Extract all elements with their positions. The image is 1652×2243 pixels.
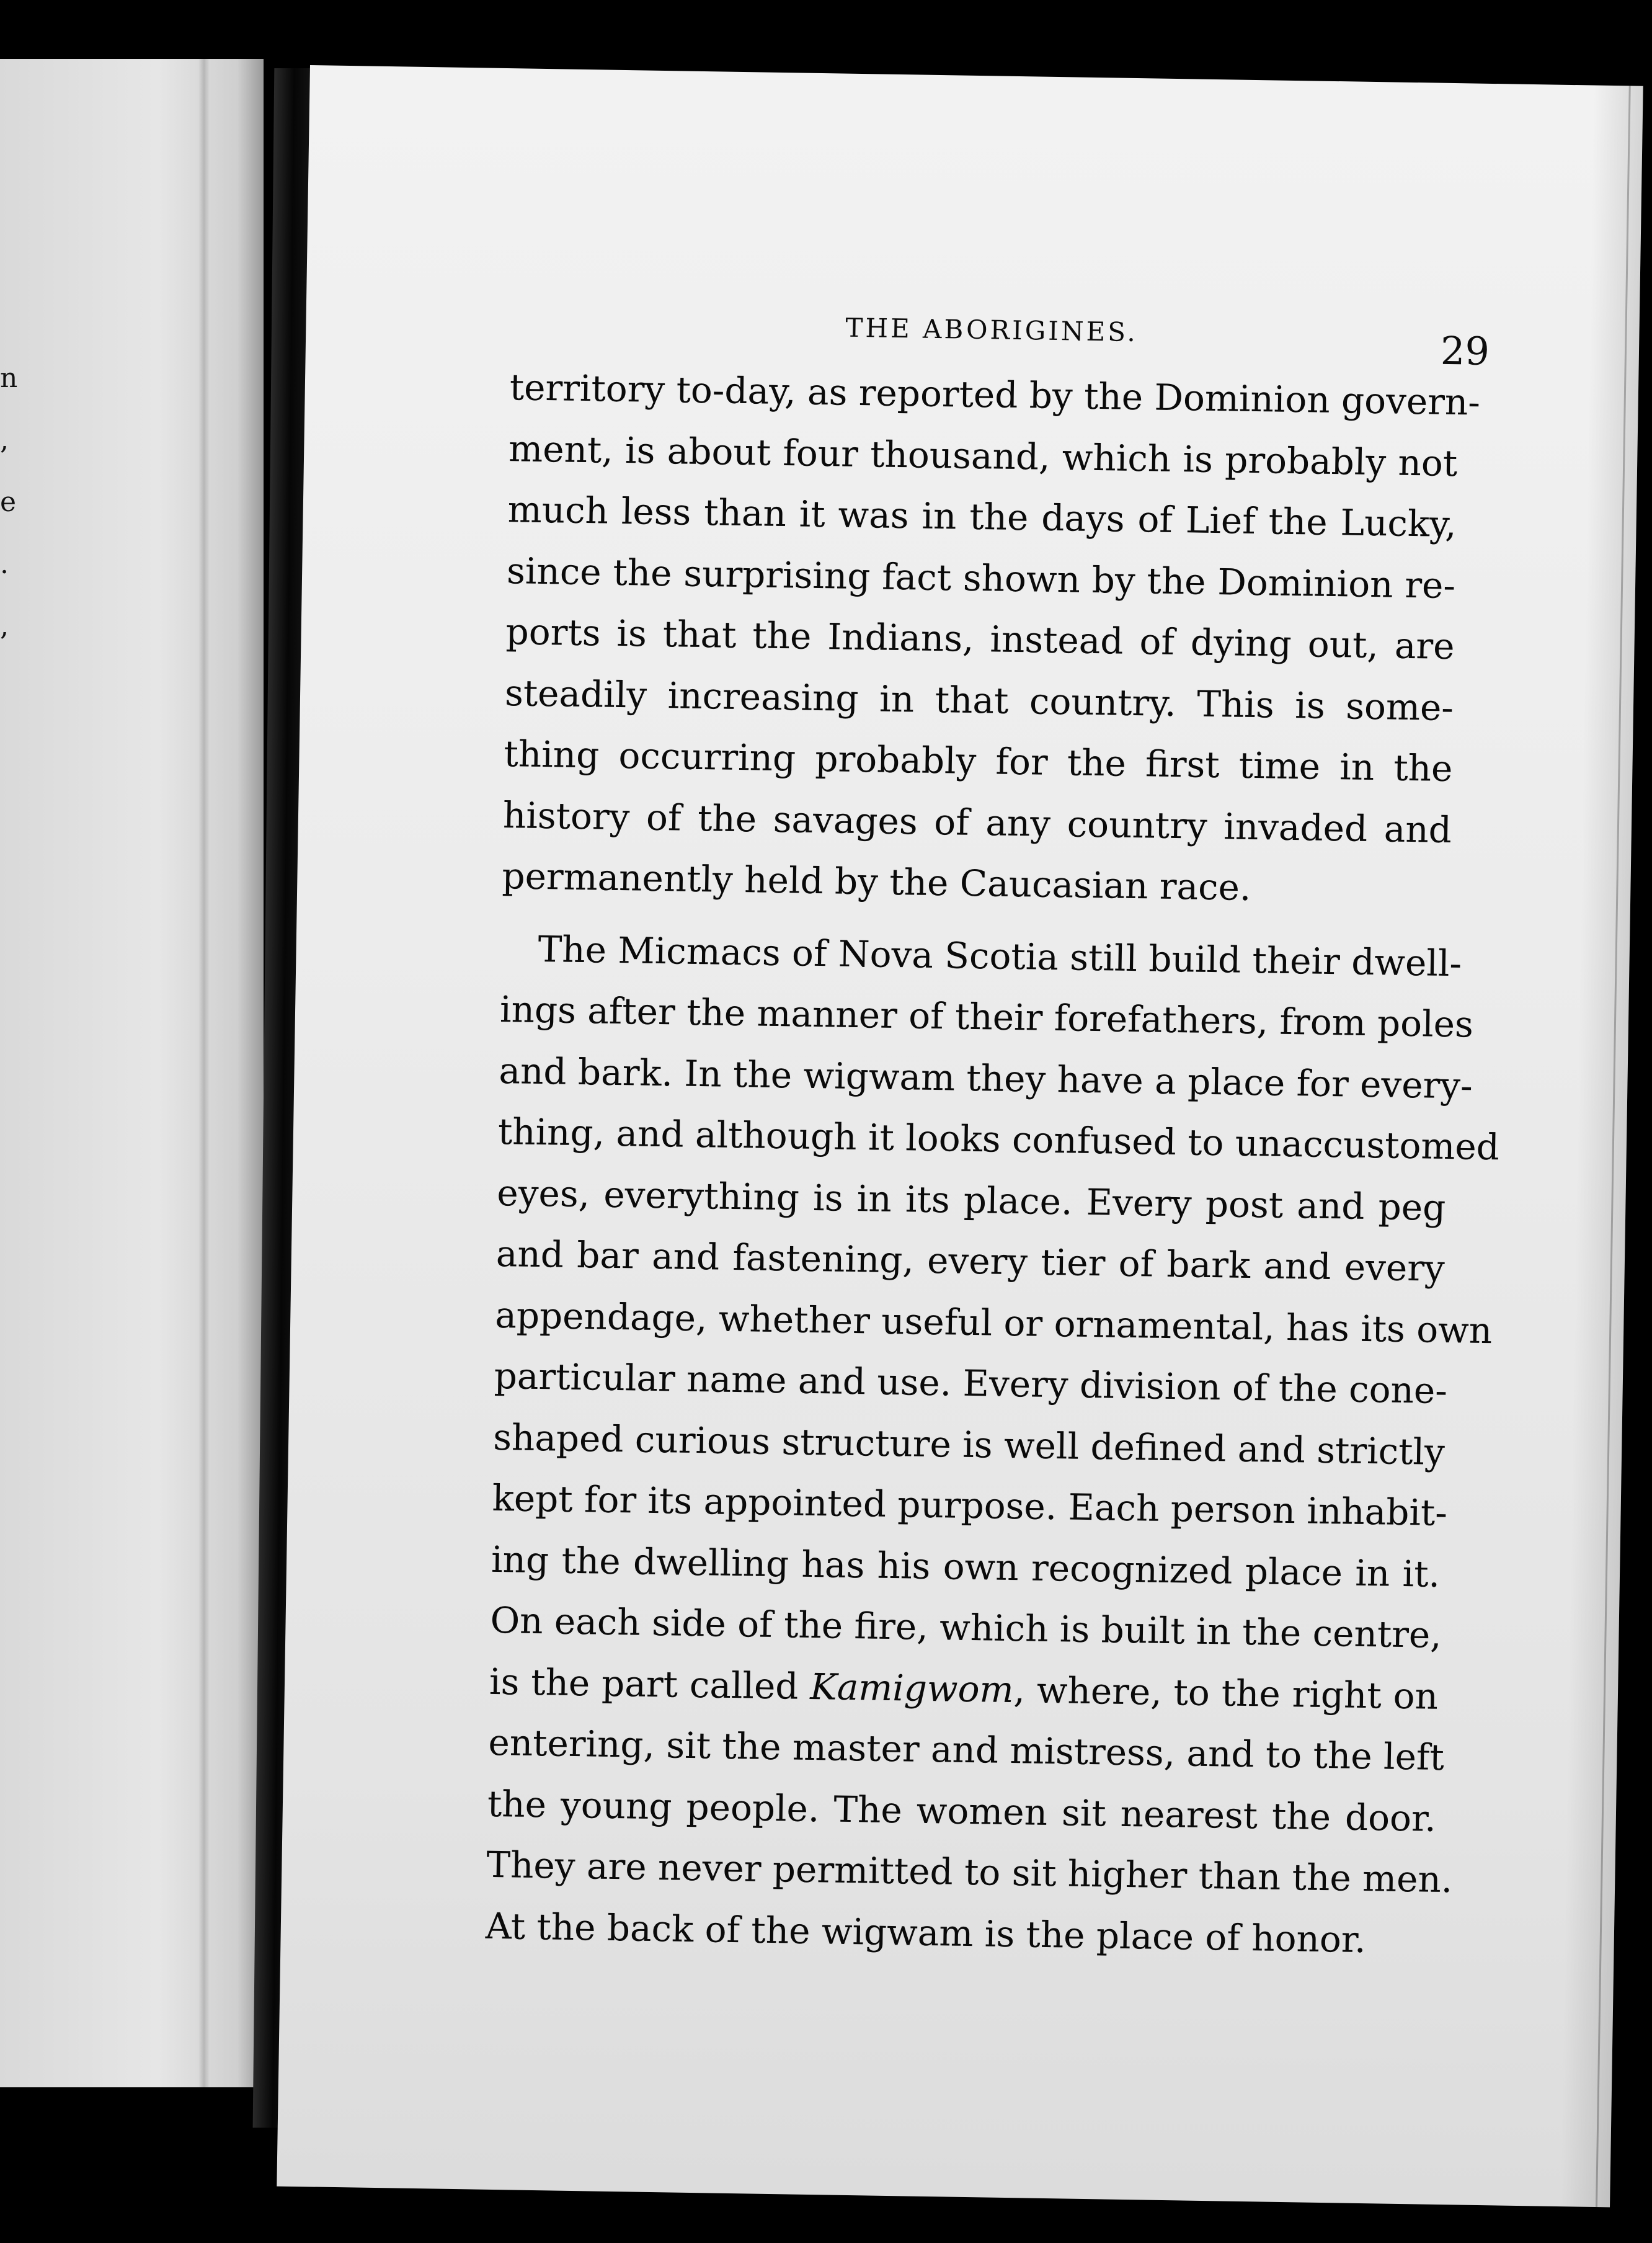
text-line: On each side of the fire, which is built in the centre,	[490, 1599, 1442, 1656]
text-line: particular name and use. Every division of the cone-	[494, 1354, 1448, 1412]
text-line: the young people. The women sit nearest the door.	[487, 1782, 1437, 1840]
cropped-char: e	[0, 486, 17, 518]
cropped-char: n	[0, 362, 18, 394]
text-line: At the back of the wigwam is the place of honor.	[485, 1904, 1367, 1961]
italic-term: Kamigwom	[809, 1665, 1015, 1711]
text-line: shaped curious structure is well defined and strictly	[492, 1416, 1446, 1473]
text-line: steadily increasing in that country. This is some-	[504, 671, 1454, 729]
text-line: and bark. In the wigwam they have a place for every-	[499, 1049, 1473, 1107]
text-line: and bar and fastening, every tier of bark and every	[495, 1232, 1446, 1290]
paragraph-1	[501, 357, 1481, 921]
text-line: since the surprising fact shown by the Dominion re-	[506, 549, 1456, 607]
text-line: They are never permitted to sit higher than the men.	[486, 1843, 1453, 1901]
text-line: permanently held by the Caucasian race.	[501, 855, 1251, 909]
text-line: ing the dwelling has his own recognized place in it.	[491, 1538, 1441, 1595]
text-line: eyes, everything is in its place. Every post and peg	[496, 1171, 1446, 1229]
text-line: kept for its appointed purpose. Each person inhabit-	[492, 1476, 1448, 1535]
text-line: much less than it was in the days of Lief the Lucky,	[507, 488, 1457, 546]
cropped-char: .	[0, 548, 9, 580]
text-line: ings after the manner of their forefathers, from poles	[499, 988, 1474, 1046]
text-line: thing, and although it looks confused to unaccustomed	[497, 1110, 1500, 1169]
left-page-edge	[198, 59, 210, 2087]
text-line: ment, is about four thousand, which is probably not	[508, 427, 1458, 484]
left-page-cropped-text	[0, 347, 18, 658]
text-line: The Micmacs of Nova Scotia still build their dwell-	[538, 927, 1462, 984]
text-line: entering, sit the master and mistress, and to the left	[488, 1721, 1445, 1779]
left-page	[0, 59, 264, 2087]
line-segment: , where, to the right on	[1013, 1668, 1439, 1718]
text-line: thing occurring probably for the first time in the	[504, 733, 1453, 790]
text-line: territory to-day, as reported by the Dominion govern-	[509, 366, 1481, 424]
cropped-char: ,	[0, 610, 9, 642]
book-page	[277, 65, 1643, 2207]
line-segment: is the part called	[489, 1660, 810, 1708]
page-number: 29	[1440, 328, 1490, 374]
text-line: history of the savages of any country invaded and	[502, 793, 1452, 851]
text-line: appendage, whether useful or ornamental, has its own	[494, 1293, 1493, 1352]
cropped-char: ,	[0, 424, 9, 456]
text-line: ports is that the Indians, instead of dying out, are	[505, 610, 1455, 668]
paragraph-2	[485, 918, 1500, 1971]
body-text	[485, 357, 1500, 1971]
running-head: THE ABORIGINES.	[845, 312, 1139, 348]
